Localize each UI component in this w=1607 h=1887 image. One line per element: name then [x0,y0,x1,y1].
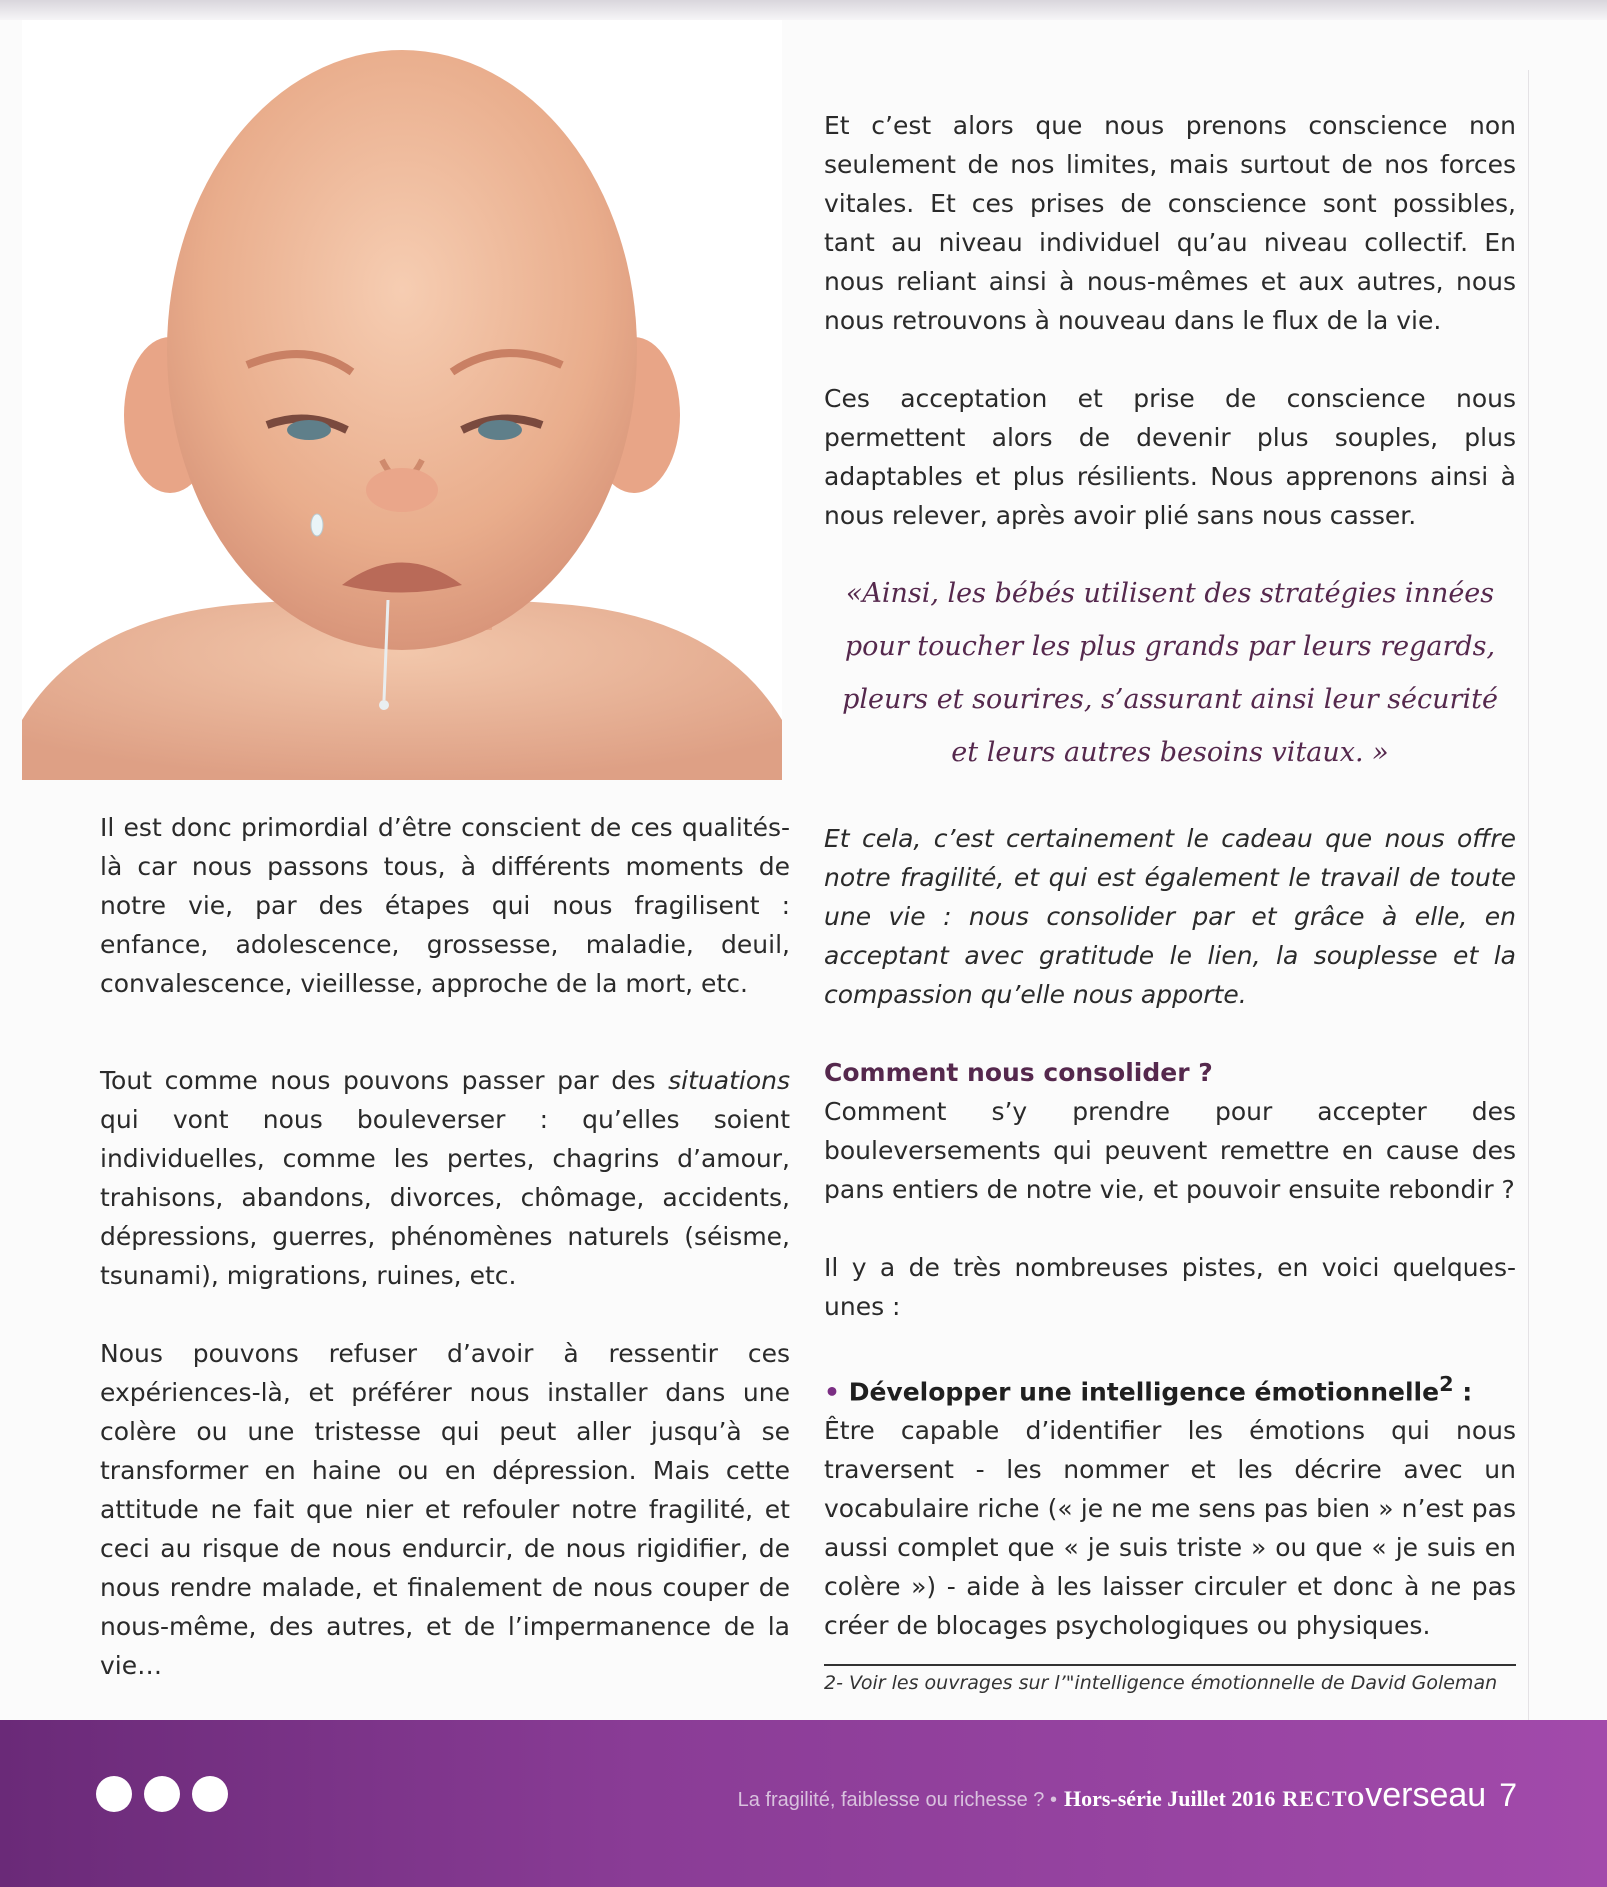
bullet-heading-text: Développer une intelligence émotionnelle [848,1377,1440,1407]
paragraph: Être capable d’identifier les émotions qui nous traversent - les nommer et les décrire avec un vocabulaire riche (« je ne me sens pas bien » n’est pas aussi complet que « je suis triste » ou que « je suis en colère ») - aide à les laisser circuler et donc à ne pas créer de blocages psychologiques ou physiques. [824,1416,1516,1641]
series-title: La fragilité, faiblesse ou richesse ? • [737,1789,1057,1811]
paragraph: Ces acceptation et prise de conscience nous permettent alors de devenir plus souples, plus adaptables et plus résilients. Nous apprenons ainsi à nous relever, après avoir plié sans nous casser. [824,384,1516,530]
paragraph: Nous pouvons refuser d’avoir à ressentir ces expériences-là, et préférer nous installer dans une colère ou une tristesse qui peut aller jusqu’à se transformer en haine ou en dépression. Mais cette attitude ne fait que nier et refouler notre fragilité, et ceci au risque de nous endurcir, de nous rigidifier, de nous rendre malade, et finalement de nous couper de nous-même, des autres, et de l’impermanence de la vie… [100,1339,790,1680]
italic-word: situations [668,1066,790,1095]
crying-baby-photo [22,20,782,780]
quote-line: pour toucher les plus grands par leurs regards, [844,631,1496,662]
paragraph: Il y a de très nombreuses pistes, en voici quelques-unes : [824,1253,1516,1321]
right-margin-line [1528,70,1529,1720]
text-run: Tout comme nous pouvons passer par des [100,1066,669,1095]
footnote-ref: 2 [1439,1372,1454,1396]
right-column [824,106,1516,1645]
bullet-icon: • [824,1377,840,1407]
quote-line: et leurs autres besoins vitaux. » [951,737,1389,768]
brand-recto: RECTO [1282,1786,1366,1811]
bullet-colon: : [1453,1377,1473,1407]
quote-line: «Ainsi, les bébés utilisent des stratégies innées [845,578,1495,609]
footer-text [738,1776,1517,1815]
paragraph: Et cela, c’est certainement le cadeau que nous offre notre fragilité, et qui est également le travail de toute une vie : nous consolider par et grâce à elle, en acceptant avec gratitude le lien, la souplesse et la compassion qu’elle nous apporte. [824,824,1516,1009]
footnote: 2- Voir les ouvrages sur l’"intelligence émotionnelle de David Goleman [824,1672,1498,1694]
issue-label: Hors-série Juillet 2016 [1063,1786,1276,1811]
top-edge [0,0,1607,20]
dot-icon [96,1776,132,1812]
quote-line: pleurs et sourires, s’assurant ainsi leur sécurité [842,684,1498,715]
section-heading: Comment nous consolider ? [824,1058,1213,1087]
bullet-heading [824,1365,1516,1411]
paragraph [100,1061,790,1295]
page-number: 7 [1499,1777,1517,1813]
footnote-divider [824,1664,1516,1666]
paragraph: Comment s’y prendre pour accepter des bouleversements qui peuvent remettre en cause des pans entiers de notre vie, et pouvoir ensuite rebondir ? [824,1097,1516,1204]
dot-icon [144,1776,180,1812]
paragraph: Et c’est alors que nous prenons conscience non seulement de nos limites, mais surtout de nos forces vitales. Et ces prises de conscience sont possibles, tant au niveau individuel qu’au niveau collectif. En nous reliant ainsi à nous-mêmes et aux autres, nous nous retrouvons à nouveau dans le flux de la vie. [824,111,1516,335]
footer-dots [96,1776,240,1816]
paragraph: Il est donc primordial d’être conscient de ces qualités-là car nous passons tous, à différents moments de notre vie, par des étapes qui nous fragilisent : enfance, adolescence, grossesse, maladie, deuil, convalescence, vieillesse, approche de la mort, etc. [100,813,790,998]
pull-quote [824,567,1516,779]
brand-verseau: verseau [1365,1776,1487,1814]
dot-icon [192,1776,228,1812]
text-run: qui vont nous bouleverser : qu’elles soient individuelles, comme les pertes, chagrins d’amour, trahisons, abandons, divorces, chômage, accidents, dépressions, guerres, phénomènes naturels (séisme, tsunami), migrations, ruines, etc. [100,1105,790,1290]
